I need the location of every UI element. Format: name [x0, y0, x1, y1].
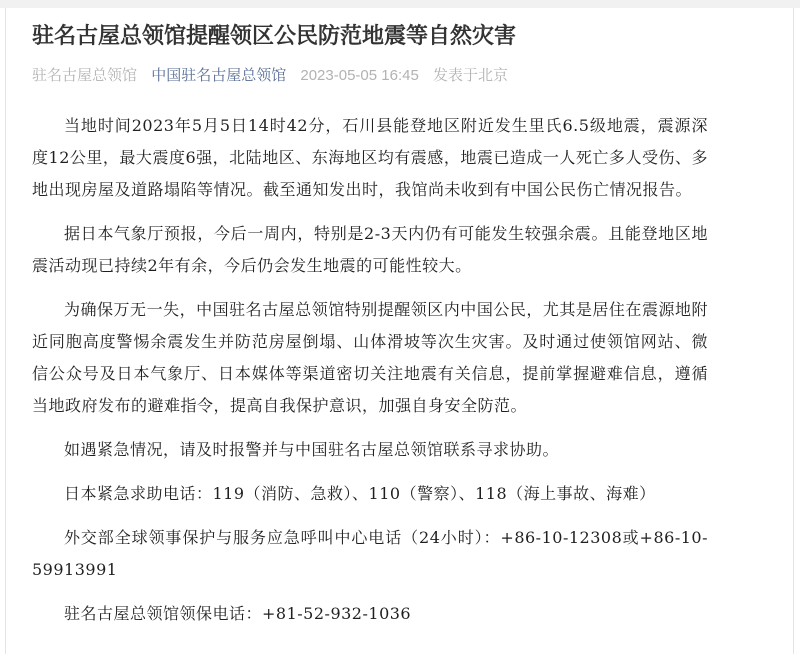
meta-account-link[interactable]: 中国驻名古屋总领馆: [151, 67, 287, 84]
meta-publish-location: 发表于北京: [432, 67, 508, 84]
article-paragraph: 如遇紧急情况，请及时报警并与中国驻名古屋总领馆联系寻求协助。: [64, 440, 560, 459]
article-paragraph: 为确保万无一失，中国驻名古屋总领馆特别提醒领区内中国公民，尤其是居住在震源地附近同胞高度警惕余震发生并防范房屋倒塌、山体滑坡等次生灾害。及时通过使领馆网站、微信公众号及日本气象厅、日本媒体等渠道密切关注地震有关信息，提前掌握避难信息，遵循当地政府发布的避难指令，提高自我保护意识，加强自身安全防范。: [32, 300, 708, 415]
article-paragraph-emergency-numbers: 日本紧急求助电话：119（消防、急救）、110（警察）、118（海上事故、海难）: [64, 484, 656, 503]
article-paragraph-consulate-phone: 驻名古屋总领馆领保电话：+81-52-932-1036: [64, 604, 412, 623]
meta-source-label: 驻名古屋总领馆: [32, 67, 138, 84]
article-content: [0, 8, 800, 642]
article-paragraph: 当地时间2023年5月5日14时42分，石川县能登地区附近发生里氏6.5级地震，震源深度12公里，最大震度6强，北陆地区、东海地区均有震感，地震已造成一人死亡多人受伤、多地出现房屋及道路塌陷等情况。截至通知发出时，我馆尚未收到有中国公民伤亡情况报告。: [32, 116, 708, 199]
top-border-strip: [0, 0, 800, 8]
article-body: [32, 110, 708, 630]
meta-publish-datetime: 2023-05-05 16:45: [300, 67, 419, 84]
article-paragraph-mfa-hotline: 外交部全球领事保护与服务应急呼叫中心电话（24小时）：+86-10-12308或+86-10-59913991: [32, 528, 708, 579]
article-meta-row: [32, 65, 708, 86]
page-title: 驻名古屋总领馆提醒领区公民防范地震等自然灾害: [32, 23, 517, 48]
article-paragraph: 据日本气象厅预报，今后一周内，特别是2-3天内仍有可能发生较强余震。且能登地区地震活动现已持续2年有余，今后仍会发生地震的可能性较大。: [32, 224, 708, 275]
